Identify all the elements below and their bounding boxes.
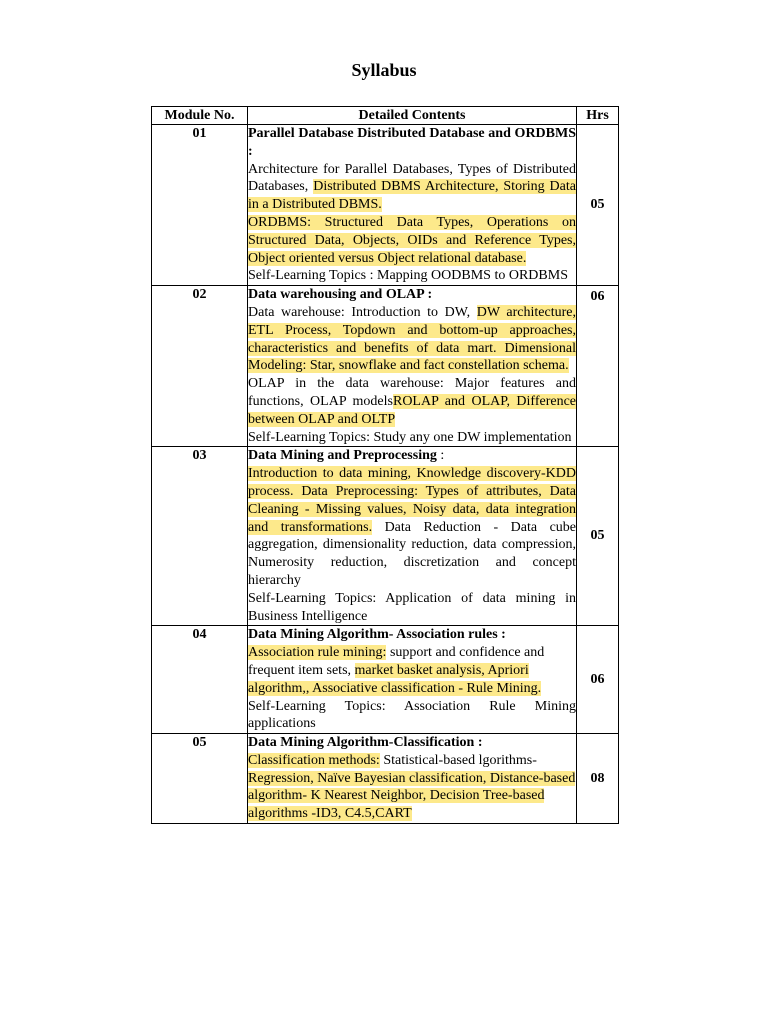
module-number: 05 (152, 734, 248, 824)
syllabus-table (151, 106, 619, 824)
content-text: Self-Learning Topics: Study any one DW implementation (248, 429, 572, 445)
module-hours: 05 (577, 447, 619, 626)
content-paragraph (248, 375, 576, 428)
module-hours: 08 (577, 734, 619, 824)
highlighted-text: ROLAP and OLAP, Difference between OLAP and OLTP (248, 393, 577, 427)
self-learning-topics (248, 590, 576, 626)
self-learning-topics (248, 267, 576, 285)
table-row (152, 626, 619, 734)
self-learning-topics (248, 429, 576, 447)
module-heading-suffix: : (436, 448, 445, 464)
highlighted-text: market basket analysis, Apriori algorithm,, Associative classification - Rule Mining. (248, 662, 542, 696)
module-number: 02 (152, 286, 248, 447)
highlighted-text: DW architecture, ETL Process, Topdown and bottom-up approaches, characteristics and benefits of data mart. Dimensional Modeling: Star, snowflake and fact constellation schema. (248, 304, 576, 374)
module-heading: Data Mining Algorithm- Association rules : (248, 627, 506, 643)
module-hours: 06 (577, 626, 619, 734)
module-contents (248, 734, 577, 824)
content-text: support and confidence and frequent item sets, (248, 645, 545, 678)
content-paragraph (248, 465, 576, 590)
module-no-header: Module No. (152, 107, 248, 125)
self-learning-topics (248, 698, 576, 734)
content-text: Self-Learning Topics: Application of data mining in Business Intelligence (248, 590, 576, 624)
content-text: Self-Learning Topics: Association Rule Mining applications (248, 698, 576, 732)
content-text: OLAP in the data warehouse: Major features and functions, OLAP models (248, 376, 576, 409)
highlighted-text: Association rule mining: (248, 645, 387, 661)
content-text: Architecture for Parallel Databases, Types of Distributed Databases, (248, 161, 576, 195)
module-contents (248, 447, 577, 626)
module-hours: 05 (577, 125, 619, 286)
content-text: Data warehouse: Introduction to DW, (248, 304, 477, 320)
module-number: 04 (152, 626, 248, 734)
table-row (152, 447, 619, 626)
module-contents (248, 125, 577, 286)
detailed-contents-header: Detailed Contents (248, 107, 577, 125)
content-paragraph (248, 752, 576, 823)
table-row (152, 125, 619, 286)
content-text: Self-Learning Topics : Mapping OODBMS to ORDBMS (248, 268, 568, 284)
content-text: Statistical-based lgorithms- (379, 752, 537, 768)
content-paragraph (248, 161, 576, 214)
table-row (152, 734, 619, 824)
module-heading: Data Mining Algorithm-Classification : (248, 735, 483, 751)
module-hours: 06 (577, 286, 619, 447)
module-heading: Parallel Database Distributed Database and ORDBMS : (248, 126, 576, 159)
module-heading: Data Mining and Preprocessing (248, 448, 437, 464)
table-header-row (152, 107, 619, 125)
content-text: Data Reduction - Data cube aggregation, dimensionality reduction, data compression, Numerosity reduction, discretization and concept hierarchy (248, 519, 576, 588)
module-number: 03 (152, 447, 248, 626)
module-heading: Data warehousing and OLAP : (248, 287, 433, 303)
highlighted-text: Classification methods: (248, 752, 380, 768)
table-row (152, 286, 619, 447)
module-contents (248, 626, 577, 734)
highlighted-text: Regression, Naïve Bayesian classification, Distance-based algorithm- K Nearest Neighbor, Decision Tree-based algorithms -ID3, C4.5,CART (248, 770, 576, 822)
highlighted-text: ORDBMS: Structured Data Types, Operations on Structured Data, Objects, OIDs and Reference Types, Object oriented versus Object relational database. (248, 214, 576, 266)
content-paragraph (248, 304, 576, 375)
module-contents (248, 286, 577, 447)
hrs-header: Hrs (577, 107, 619, 125)
content-paragraph (248, 644, 576, 697)
content-paragraph (248, 214, 576, 267)
module-number: 01 (152, 125, 248, 286)
highlighted-text: Introduction to data mining, Knowledge discovery-KDD process. Data Preprocessing: Types of attributes, Data Cleaning - Missing values, Noisy data, data integration and transformations. (248, 466, 576, 535)
highlighted-text: Distributed DBMS Architecture, Storing Data in a Distributed DBMS. (248, 179, 576, 213)
page-title: Syllabus (351, 60, 417, 80)
